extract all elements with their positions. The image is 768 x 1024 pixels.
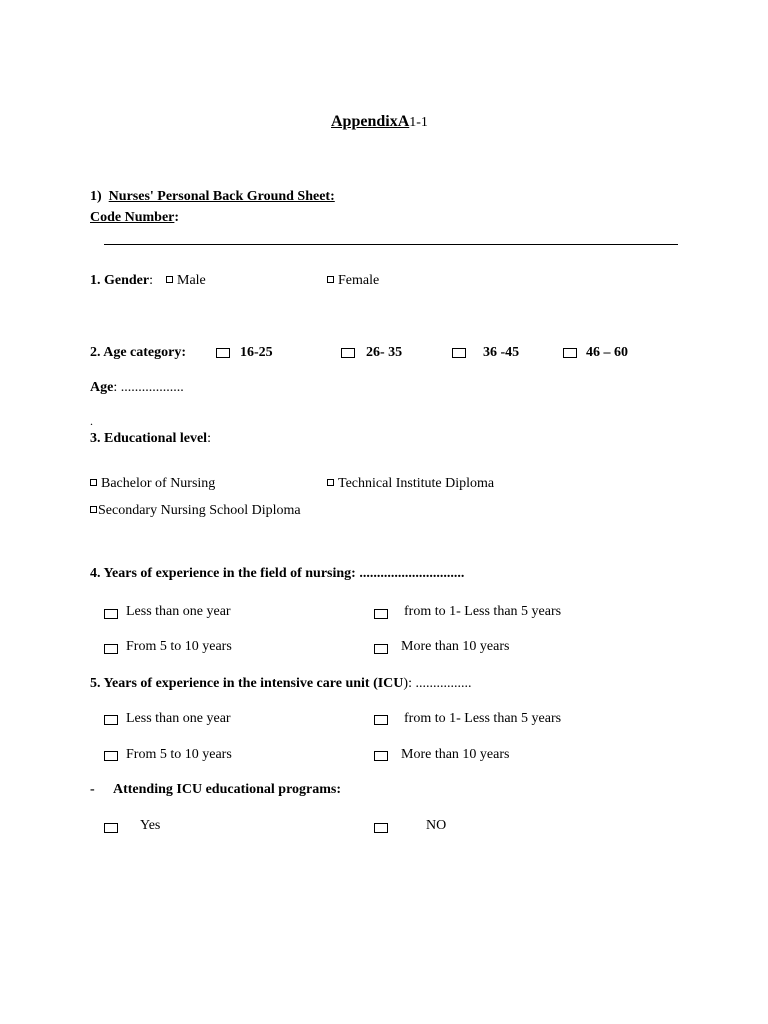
age-option-16-25: 16-25 — [240, 345, 273, 360]
appendix-title: AppendixA — [331, 113, 410, 130]
gender-option-female[interactable] — [327, 274, 379, 288]
checkbox-nursing-more-than-10[interactable] — [374, 644, 388, 654]
checkbox-age-26-35[interactable] — [341, 348, 355, 358]
checkbox-age-46-60[interactable] — [563, 348, 577, 358]
programs-label: Attending ICU educational programs: — [113, 782, 342, 797]
education-option-technical[interactable] — [327, 477, 494, 491]
programs-option-no: NO — [426, 818, 447, 833]
programs-dash: - — [90, 782, 95, 797]
experience-icu-question — [90, 677, 471, 691]
experience-icu-suffix: ): ................ — [403, 676, 472, 691]
checkbox-nursing-1-to-5[interactable] — [374, 609, 388, 619]
page-title — [331, 114, 428, 130]
education-label: 3. Educational level — [90, 431, 208, 446]
education-option-secondary[interactable] — [90, 504, 301, 518]
gender-number: 1 — [90, 273, 97, 288]
checkbox-icu-5-to-10[interactable] — [104, 751, 118, 761]
education-bachelor-label: Bachelor of Nursing — [101, 476, 216, 491]
icu-option-1-to-5: from to 1- Less than 5 years — [404, 711, 562, 726]
checkbox-male[interactable] — [166, 276, 173, 283]
checkbox-bachelor[interactable] — [90, 479, 97, 486]
checkbox-nursing-less-than-one[interactable] — [104, 609, 118, 619]
age-value: : .................. — [113, 380, 184, 395]
age-label: Age — [90, 380, 114, 395]
icu-option-less-than-one: Less than one year — [126, 711, 231, 726]
programs-option-yes: Yes — [140, 818, 161, 833]
checkbox-icu-more-than-10[interactable] — [374, 751, 388, 761]
gender-male-label: Male — [177, 273, 206, 288]
icu-option-more-than-10: More than 10 years — [401, 747, 510, 762]
education-colon: : — [207, 431, 211, 446]
checkbox-female[interactable] — [327, 276, 334, 283]
nursing-option-less-than-one: Less than one year — [126, 604, 231, 619]
gender-question — [90, 274, 153, 288]
code-number-line — [104, 244, 678, 245]
education-question — [90, 432, 211, 446]
gender-option-male[interactable] — [166, 274, 206, 288]
age-field[interactable] — [90, 381, 184, 395]
checkbox-secondary[interactable] — [90, 506, 97, 513]
experience-icu-label: 5. Years of experience in the intensive care unit (ICU — [90, 676, 404, 691]
nursing-option-5-to-10: From 5 to 10 years — [126, 639, 232, 654]
section-heading — [90, 190, 335, 204]
code-label: Code Number — [90, 210, 175, 225]
checkbox-icu-1-to-5[interactable] — [374, 715, 388, 725]
nursing-option-1-to-5: from to 1- Less than 5 years — [404, 604, 562, 619]
checkbox-age-36-45[interactable] — [452, 348, 466, 358]
age-option-26-35: 26- 35 — [366, 345, 403, 360]
checkbox-age-16-25[interactable] — [216, 348, 230, 358]
gender-female-label: Female — [338, 273, 380, 288]
code-colon: : — [174, 210, 180, 225]
age-category-label: 2. Age category: — [90, 345, 187, 360]
checkbox-programs-yes[interactable] — [104, 823, 118, 833]
icu-option-5-to-10: From 5 to 10 years — [126, 747, 232, 762]
age-option-46-60: 46 – 60 — [586, 345, 628, 360]
section-number: 1) — [90, 189, 102, 204]
stray-dot: . — [90, 414, 93, 428]
education-secondary-label: Secondary Nursing School Diploma — [98, 503, 301, 518]
checkbox-technical[interactable] — [327, 479, 334, 486]
age-option-36-45: 36 -45 — [483, 345, 520, 360]
nursing-option-more-than-10: More than 10 years — [401, 639, 510, 654]
checkbox-nursing-5-to-10[interactable] — [104, 644, 118, 654]
checkbox-icu-less-than-one[interactable] — [104, 715, 118, 725]
appendix-number: 1-1 — [409, 115, 428, 130]
checkbox-programs-no[interactable] — [374, 823, 388, 833]
gender-colon: : — [149, 273, 153, 288]
experience-nursing-label: 4. Years of experience in the field of nursing: .............................. — [90, 566, 465, 581]
section-title: Nurses' Personal Back Ground Sheet: — [108, 189, 335, 204]
education-technical-label: Technical Institute Diploma — [338, 476, 495, 491]
code-number-label — [90, 211, 179, 225]
education-option-bachelor[interactable] — [90, 477, 215, 491]
gender-label: . Gender — [97, 273, 150, 288]
